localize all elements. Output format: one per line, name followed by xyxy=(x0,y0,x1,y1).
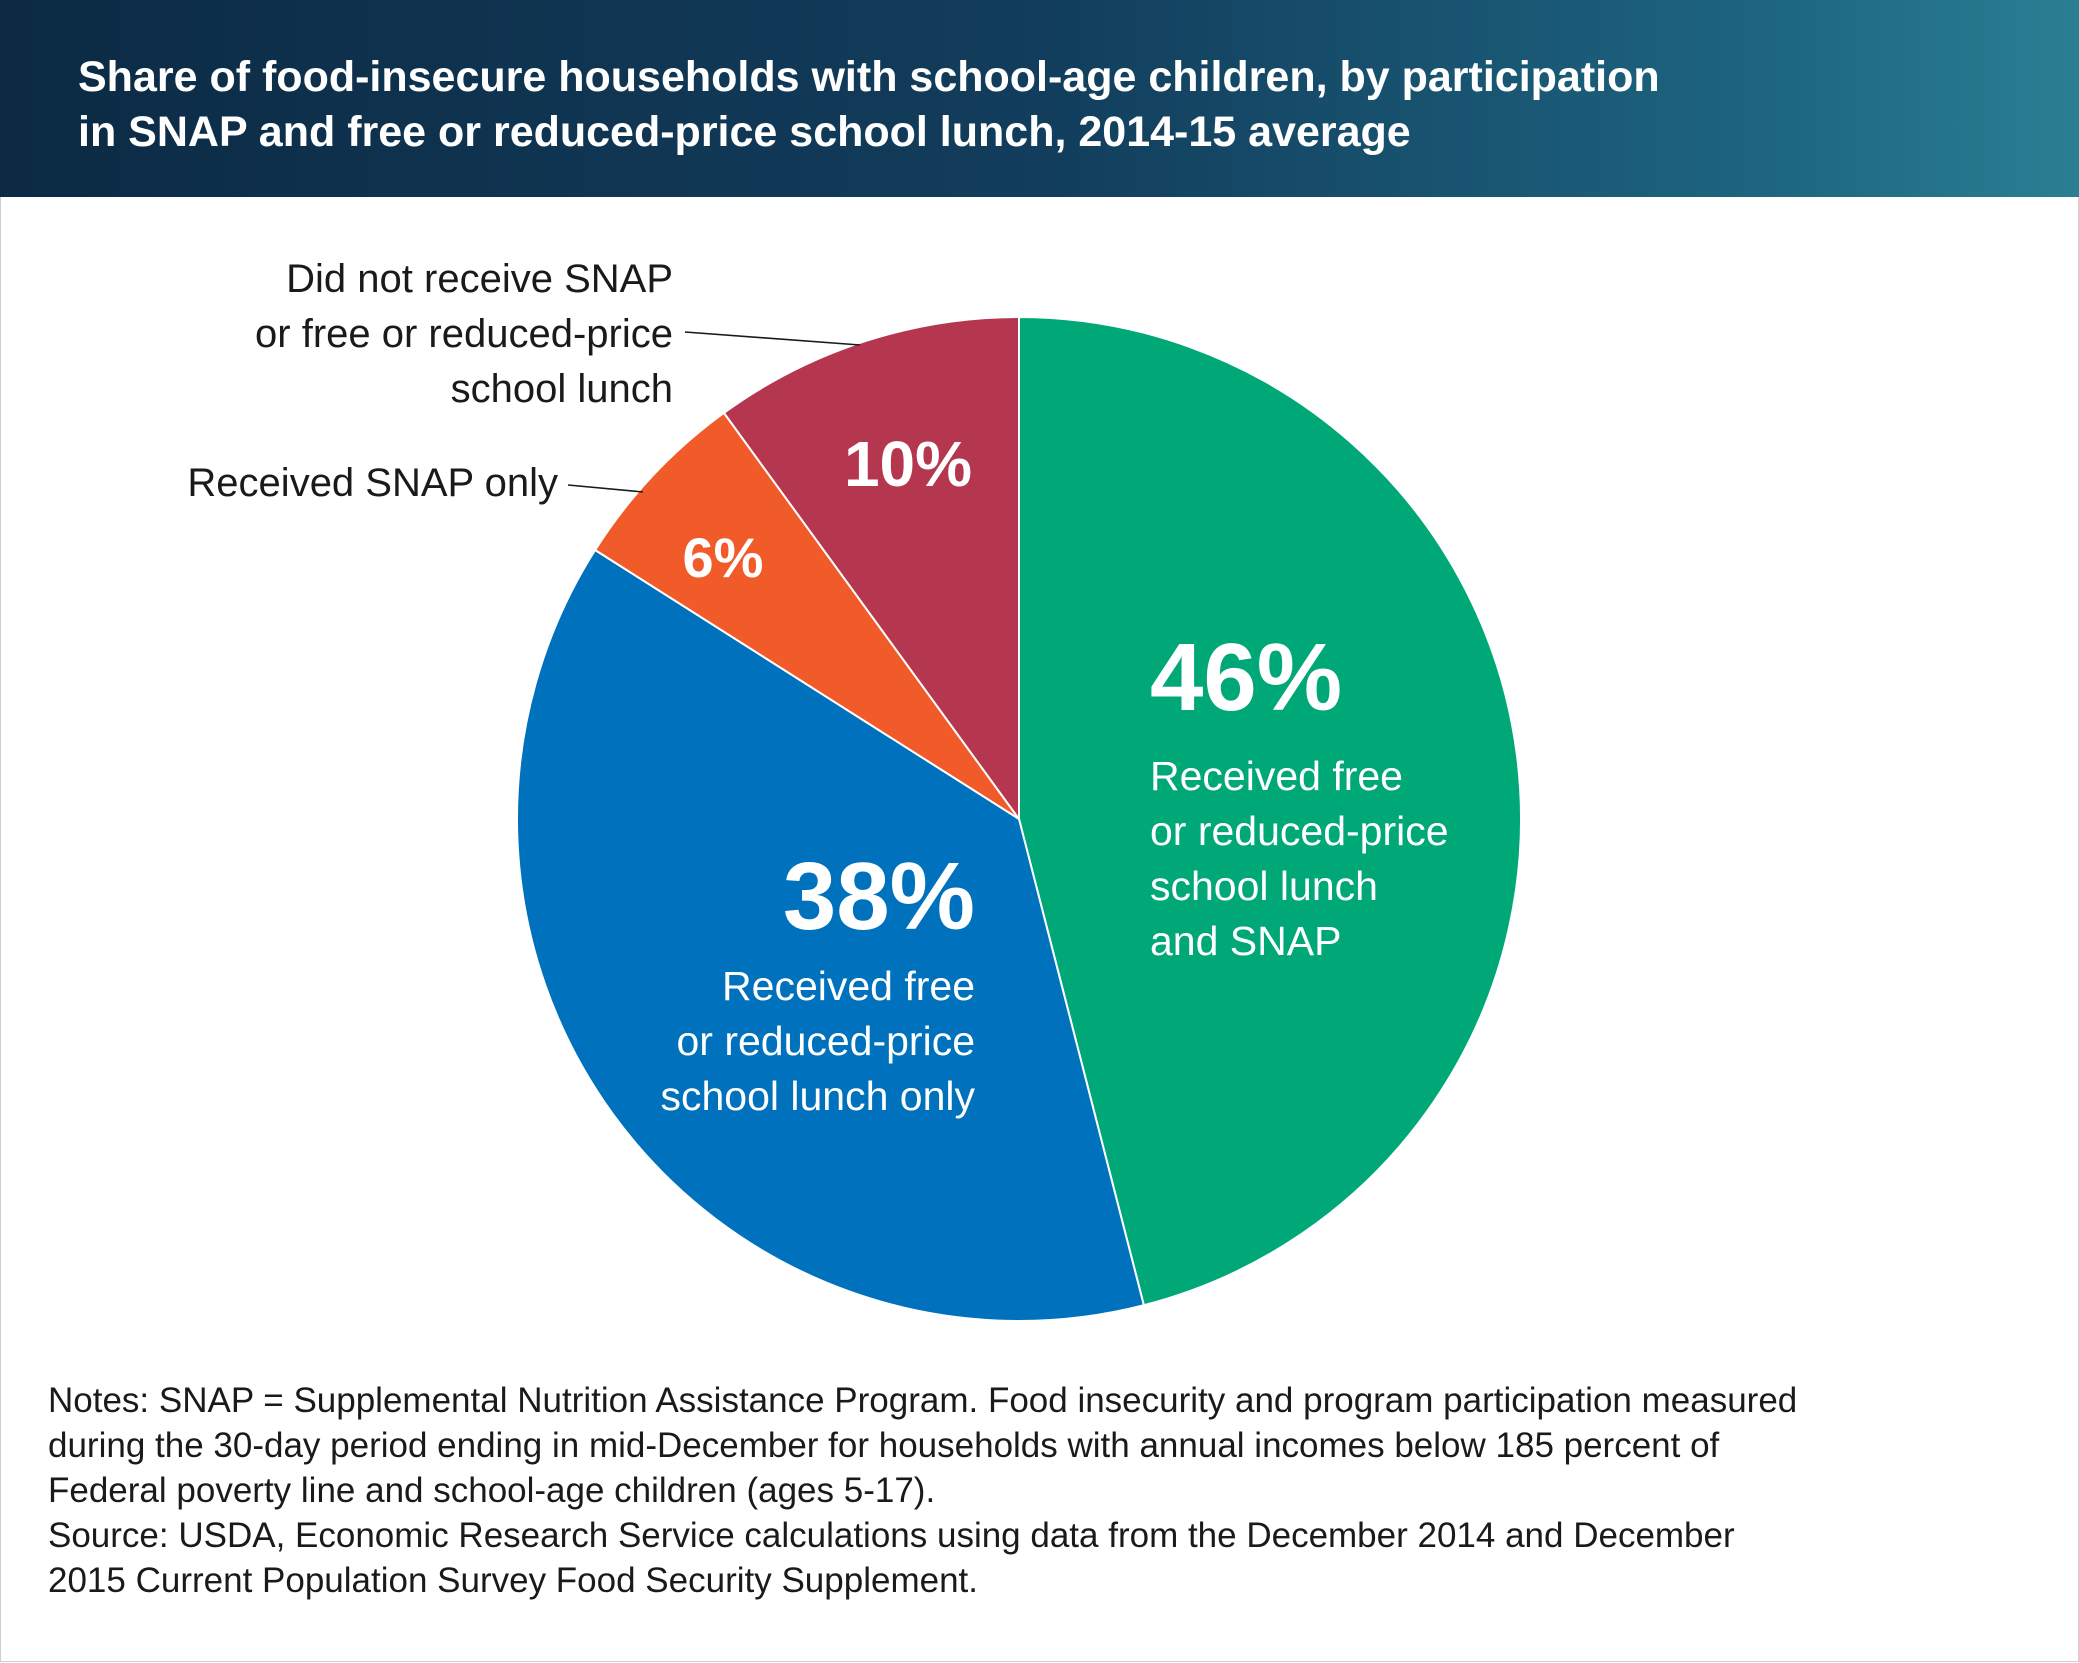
slice-label-lunch-only: or reduced-price xyxy=(676,1018,975,1064)
source-line-1: Source: USDA, Economic Research Service calculations using data from the December 2014 and December xyxy=(48,1516,1735,1555)
slice-label-lunch-and-snap: and SNAP xyxy=(1150,918,1342,964)
pie-chart xyxy=(0,197,2079,1357)
slice-value-neither: 10% xyxy=(843,428,973,500)
slice-label-neither: school lunch xyxy=(450,367,673,411)
slice-label-neither: Did not receive SNAP xyxy=(286,257,673,301)
notes-line-2: during the 30-day period ending in mid-December for households with annual incomes below 185 percent of xyxy=(48,1426,1720,1465)
slice-label-lunch-only: school lunch only xyxy=(660,1073,975,1119)
slice-value-lunch-only: 38% xyxy=(782,843,975,950)
chart-title-line-1: Share of food-insecure households with school-age children, by participation xyxy=(78,53,1660,101)
slice-value-lunch-and-snap: 46% xyxy=(1150,624,1343,731)
slice-value-snap-only: 6% xyxy=(682,526,764,589)
leader-line-snap-only xyxy=(568,485,643,492)
notes-line-3: Federal poverty line and school-age children (ages 5-17). xyxy=(48,1471,936,1510)
notes-source xyxy=(48,1378,2048,1603)
chart-title-line-2: in SNAP and free or reduced-price school lunch, 2014-15 average xyxy=(78,108,1411,156)
slice-label-lunch-and-snap: Received free xyxy=(1150,753,1403,799)
notes-line-1: Notes: SNAP = Supplemental Nutrition Assistance Program. Food insecurity and program participation measured xyxy=(48,1381,1798,1420)
leader-line-neither xyxy=(685,332,860,345)
source-line-2: 2015 Current Population Survey Food Security Supplement. xyxy=(48,1561,978,1600)
slice-label-snap-only: Received SNAP only xyxy=(187,461,558,505)
slice-label-neither: or free or reduced-price xyxy=(255,312,673,356)
slice-label-lunch-and-snap: school lunch xyxy=(1150,863,1378,909)
slice-label-lunch-and-snap: or reduced-price xyxy=(1150,808,1449,854)
slice-label-lunch-only: Received free xyxy=(722,963,975,1009)
title-banner xyxy=(0,0,2079,197)
